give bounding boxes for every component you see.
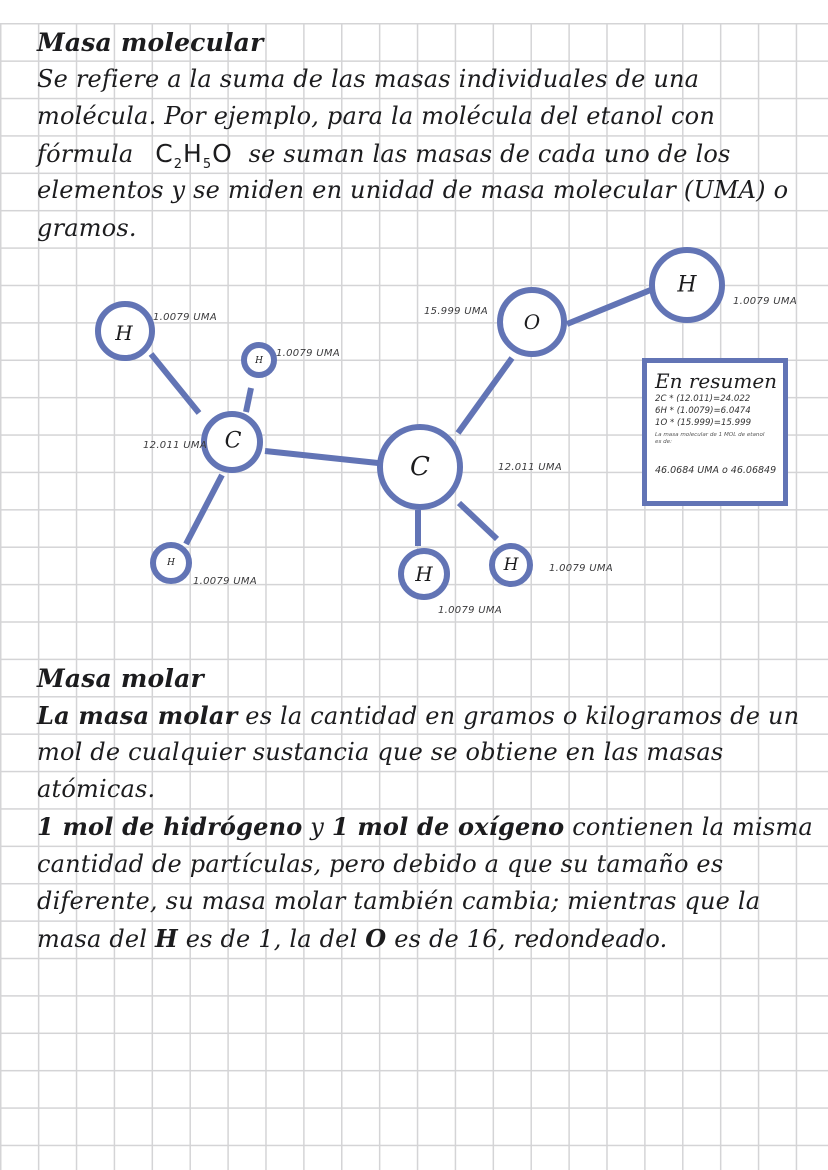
atom-h6	[652, 250, 797, 320]
svg-text:H: H	[503, 555, 519, 575]
summary-result: 46.0684 UMA o 46.06849	[655, 465, 777, 476]
paragraph-line: atómicas.	[37, 775, 156, 803]
bond-c1-c2	[265, 451, 378, 463]
paragraph-line	[37, 697, 799, 735]
formula-hydrogen: H	[183, 139, 203, 168]
summary-calc-hydrogen: 6H * (1.0079)=6.0474	[655, 406, 751, 416]
paragraph-text: es de 1, la del	[177, 925, 366, 953]
bold-term-mol-hidrogeno: 1 mol de hidrógeno	[37, 812, 303, 841]
svg-text:C: C	[224, 428, 242, 454]
svg-text:15.999 UMA: 15.999 UMA	[424, 306, 488, 317]
atom-h5	[492, 546, 613, 584]
bold-symbol-o: O	[365, 924, 387, 953]
atom-h1	[98, 304, 217, 358]
svg-text:12.011 UMA: 12.011 UMA	[143, 440, 207, 451]
atom-o1	[424, 290, 564, 354]
paragraph-line: molécula. Por ejemplo, para la molécula del etanol con	[37, 102, 715, 130]
summary-title: En resumen	[655, 369, 778, 393]
paragraph-line: Se refiere a la suma de las masas individuales de una	[37, 65, 700, 93]
atom-h2	[244, 345, 340, 375]
svg-text:1.0079 UMA: 1.0079 UMA	[549, 563, 613, 574]
svg-text:1.0079 UMA: 1.0079 UMA	[153, 312, 217, 323]
bond-h2-c1	[246, 388, 251, 412]
atom-c2	[380, 427, 562, 507]
atom-h3	[153, 545, 257, 587]
paragraph-line: elementos y se miden en unidad de masa molecular (UMA) o	[37, 176, 789, 204]
svg-text:C: C	[410, 452, 430, 482]
svg-text:O: O	[523, 310, 541, 334]
summary-note: La masa molecular de 1 MOL de etanol es de:	[655, 432, 765, 445]
atom-h4	[401, 551, 502, 616]
bold-symbol-h: H	[155, 924, 178, 953]
svg-text:H: H	[167, 558, 175, 568]
svg-text:H: H	[415, 562, 433, 586]
paragraph-text: contienen la misma	[564, 813, 813, 841]
summary-calc-carbon: 2C * (12.011)=24.022	[655, 394, 751, 404]
bond-o1-h6	[567, 289, 653, 324]
svg-text:H: H	[115, 321, 133, 345]
svg-text:H: H	[677, 272, 697, 298]
heading-masa-molar: Masa molar	[37, 664, 204, 693]
bold-term-mol-oxigeno: 1 mol de oxígeno	[331, 812, 565, 841]
summary-calc-oxygen: 1O * (15.999)=15.999	[655, 418, 752, 428]
paragraph-line: mol de cualquier sustancia que se obtiene en las masas	[37, 738, 724, 766]
formula-oxygen: O	[212, 139, 233, 168]
paragraph-line: diferente, su masa molar también cambia; mientras que la	[37, 887, 761, 915]
formula-label: fórmula	[37, 140, 134, 168]
formula-carbon-count: 2	[173, 157, 183, 172]
bold-term-masa-molar: La masa molar	[37, 701, 238, 730]
svg-text:H: H	[255, 356, 263, 366]
bond-c2-h5	[459, 503, 497, 539]
bond-c1-h3	[186, 475, 222, 544]
svg-text:1.0079 UMA: 1.0079 UMA	[276, 348, 340, 359]
summary-box	[642, 358, 788, 506]
svg-text:1.0079 UMA: 1.0079 UMA	[733, 296, 797, 307]
paragraph-text: es la cantidad en gramos o kilogramos de un	[237, 702, 800, 730]
formula-hydrogen-count: 5	[202, 157, 213, 172]
heading-masa-molecular: Masa molecular	[37, 28, 264, 57]
paragraph-line	[37, 920, 667, 958]
svg-text:1.0079 UMA: 1.0079 UMA	[193, 576, 257, 587]
formula-carbon: C	[155, 139, 174, 168]
svg-text:12.011 UMA: 12.011 UMA	[498, 462, 562, 473]
formula-continuation: se suman las masas de cada uno de los	[248, 140, 731, 168]
bond-h1-c1	[151, 354, 199, 413]
paragraph-text: es de 16, redondeado.	[386, 925, 668, 953]
paragraph-line	[37, 808, 813, 846]
svg-text:1.0079 UMA: 1.0079 UMA	[438, 605, 502, 616]
paragraph-text: masa del	[37, 925, 155, 953]
paragraph-line: gramos.	[37, 214, 137, 242]
bond-c2-o1	[458, 358, 512, 433]
paragraph-line: cantidad de partículas, pero debido a que su tamaño es	[37, 850, 724, 878]
paragraph-text: y	[302, 813, 332, 841]
atom-c1	[143, 414, 260, 470]
